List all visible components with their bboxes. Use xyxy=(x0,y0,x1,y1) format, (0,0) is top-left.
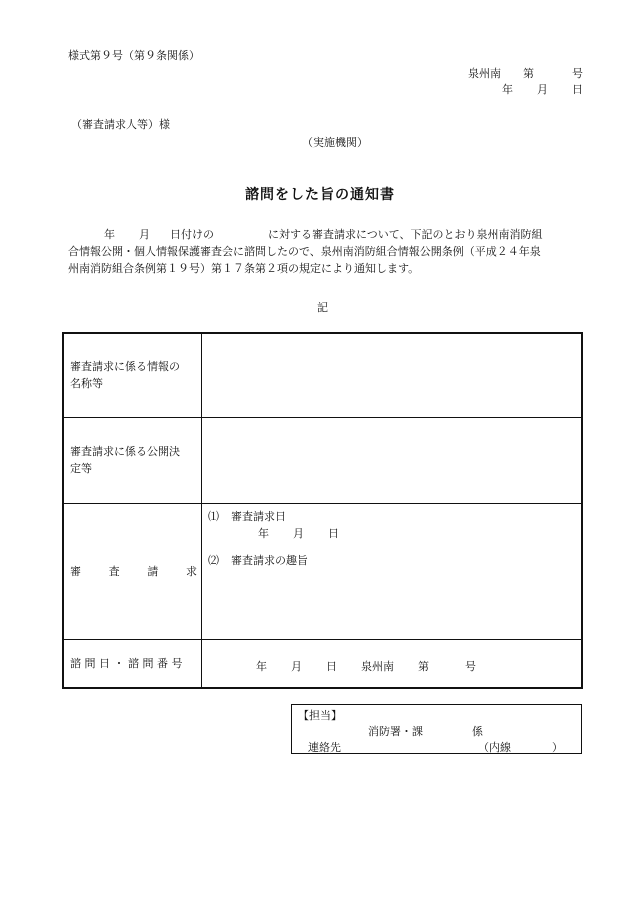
body-day: 日付けの xyxy=(170,228,214,241)
contact-heading: 【担当】 xyxy=(298,709,342,722)
addressee: （審査請求人等）様 xyxy=(71,118,170,131)
date-day: 日 xyxy=(572,83,583,96)
row-info-name xyxy=(63,333,582,417)
label-disclosure-line2: 定等 xyxy=(70,462,92,475)
document-title: 諮問をした旨の通知書 xyxy=(245,187,395,203)
date-month: 月 xyxy=(537,83,548,96)
request-item-2-label: 審査請求の趣旨 xyxy=(231,553,308,567)
body-line-2: 合情報公開・個人情報保護審査会に諮問したので、泉州南消防組合情報公開条例（平成２４年泉 xyxy=(68,245,541,258)
request-item-1 xyxy=(208,508,286,524)
consultation-prefix: 泉州南 xyxy=(361,659,394,673)
label-request-char-2: 査 xyxy=(108,564,120,578)
sender: （実施機関） xyxy=(302,136,368,149)
body-line-3: 州南消防組合条例第１９号）第１７条第２項の規定により通知します。 xyxy=(68,262,420,275)
consultation-mid: 第 xyxy=(418,659,429,673)
request-item-1-label: 審査請求日 xyxy=(231,509,286,523)
contact-box xyxy=(291,704,582,754)
body-line1-rest: に対する審査請求について、下記のとおり泉州南消防組 xyxy=(268,228,543,241)
consultation-day: 日 xyxy=(326,659,337,673)
contact-extension-close: ） xyxy=(552,741,563,754)
body-paragraph xyxy=(68,226,584,277)
request-date-month: 月 xyxy=(293,526,304,540)
request-item-2-number: ⑵ xyxy=(208,553,219,567)
doc-number-mid: 第 xyxy=(523,67,534,80)
label-info-name-line2: 名称等 xyxy=(70,377,103,391)
form-number: 様式第９号（第９条関係） xyxy=(68,49,200,62)
label-disclosure-decision xyxy=(63,417,202,503)
consultation-month: 月 xyxy=(291,659,302,673)
body-month: 月 xyxy=(139,228,150,241)
request-item-1-date xyxy=(258,525,339,541)
request-date-day: 日 xyxy=(328,526,339,540)
label-request xyxy=(63,503,202,639)
request-item-2 xyxy=(208,552,308,568)
value-info-name[interactable] xyxy=(202,333,583,417)
contact-label: 連絡先 xyxy=(308,741,341,754)
label-consultation-text: 諮 問 日 ・ 諮 問 番 号 xyxy=(70,656,183,670)
contact-section: 係 xyxy=(472,725,483,738)
label-info-name xyxy=(63,333,202,417)
consultation-date-number xyxy=(256,658,476,674)
row-disclosure-decision xyxy=(63,417,582,503)
request-date-year: 年 xyxy=(258,526,269,540)
contact-dept: 消防署・課 xyxy=(368,725,423,738)
contact-extension-open: （内線 xyxy=(478,741,511,754)
doc-number-suffix: 号 xyxy=(572,67,583,80)
body-year: 年 xyxy=(104,228,115,241)
label-request-char-1: 審 xyxy=(70,564,81,578)
label-request-char-3: 請 xyxy=(147,564,159,578)
label-disclosure-line1: 審査請求に係る公開決 xyxy=(70,445,180,458)
row-consultation xyxy=(63,639,582,688)
value-consultation[interactable] xyxy=(202,639,583,688)
value-request[interactable] xyxy=(202,503,583,639)
body-line-1 xyxy=(68,226,584,243)
row-request xyxy=(63,503,582,639)
label-consultation xyxy=(63,639,202,688)
request-item-1-number: ⑴ xyxy=(208,509,219,523)
label-info-name-line1: 審査請求に係る情報の xyxy=(70,360,180,374)
consultation-year: 年 xyxy=(256,659,267,673)
label-request-char-4: 求 xyxy=(185,564,197,578)
doc-number-prefix: 泉州南 xyxy=(468,67,501,80)
ki-marker: 記 xyxy=(317,301,328,314)
value-disclosure-decision[interactable] xyxy=(202,417,583,503)
date-year: 年 xyxy=(502,83,513,96)
consultation-suffix: 号 xyxy=(465,659,476,673)
request-details-table xyxy=(62,332,583,689)
